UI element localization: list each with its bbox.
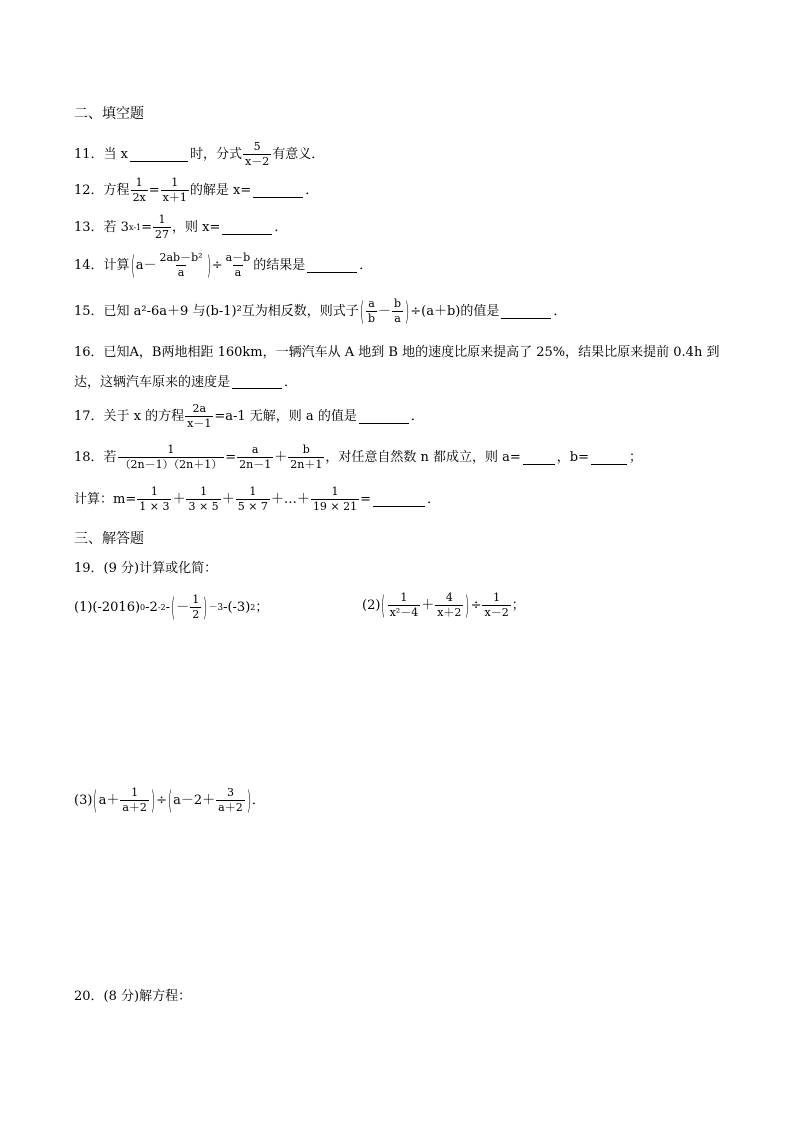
calc-series: 计算：m= $\frac{1}{1 \times 3}$ ＋ 1 3 × 5 ＋ 1 5 × 7 ＋…＋ $\frac{1}{19 \times 21}$ = ． bbox=[74, 485, 441, 513]
question-14: 14． 计算 ( a－ 2ab－b² a ) ÷ $\frac{a-b}{a}$ 的结果是 ． bbox=[74, 250, 373, 281]
fraction: 1 x²－4 bbox=[389, 591, 419, 619]
fraction: $\frac{1}{(2n-1)(2n+1)}$ bbox=[119, 443, 223, 471]
answer-blank bbox=[373, 493, 425, 507]
fraction: $\frac{a-b}{a}$ bbox=[225, 251, 251, 279]
fraction: 4 x＋2 bbox=[437, 591, 462, 619]
section-answer-heading: 三、解答题 bbox=[74, 531, 144, 547]
fraction: $\frac{2a}{x-1}$ bbox=[187, 402, 212, 430]
question-13: 13． 若 3 x-1 = $\frac{1}{27}$ ，则 x= ． bbox=[74, 213, 288, 241]
fraction: a b bbox=[367, 297, 376, 325]
answer-blank bbox=[232, 375, 282, 389]
question-20-title: 20． (8 分)解方程： bbox=[74, 989, 192, 1004]
answer-blank bbox=[501, 305, 551, 319]
fraction: $\frac{1}{x+1}$ bbox=[162, 176, 187, 204]
answer-blank bbox=[591, 451, 627, 465]
question-19-part-1: (1)(-2016) 0 -2 -2 - ( － 1 2 ) －3 -(-3) 2 ； bbox=[74, 592, 269, 623]
question-17: 17． 关于 x 的方程 $\frac{2a}{x-1}$ =a-1 无解，则 a 的值是 ． bbox=[74, 402, 424, 430]
fraction: $\frac{1}{27}$ bbox=[155, 213, 170, 241]
answer-blank bbox=[222, 221, 272, 235]
fraction: $\frac{1}{19 \times 21}$ bbox=[312, 485, 358, 513]
question-19-title: 19． (9 分)计算或化简： bbox=[74, 561, 218, 576]
fraction: 5 x－2 bbox=[245, 140, 270, 168]
question-16-line2: 达，这辆汽车原来的速度是 ． bbox=[74, 374, 298, 390]
answer-blank bbox=[359, 410, 409, 424]
fraction: b a bbox=[394, 297, 402, 325]
answer-blank bbox=[307, 259, 357, 273]
fraction: $\frac{a}{2n-1}$ bbox=[239, 443, 272, 471]
fraction: $\frac{1}{1 \times 3}$ bbox=[139, 485, 170, 513]
fraction: 1 3 × 5 bbox=[188, 485, 219, 513]
fraction: 1 2 bbox=[192, 593, 200, 621]
fraction: 3 a＋2 bbox=[218, 786, 243, 814]
fraction: 1 5 × 7 bbox=[237, 485, 268, 513]
answer-blank bbox=[523, 451, 555, 465]
fraction: $\frac{1}{2x}$ bbox=[132, 176, 146, 204]
question-11: 11． 当 x 时，分式 5 x－2 有意义． bbox=[74, 140, 325, 168]
question-19-part-2: (2) ( 1 x²－4 ＋ 4 x＋2 ) ÷ $\frac{1}{x-2}$ ； bbox=[362, 590, 525, 621]
answer-blank bbox=[253, 184, 303, 198]
fraction: $\frac{1}{x-2}$ bbox=[484, 591, 509, 619]
question-15: 15． 已知 a²-6a＋9 与(b-1)²互为相反数，则式子 ( a b － b a ) ÷(a＋b)的值是 ． bbox=[74, 296, 567, 327]
question-19-part-3: (3) ( a＋ 1 a＋2 ) ÷ ( a－2＋ 3 a＋2 ) ． bbox=[74, 785, 265, 816]
section-fill-heading: 二、填空题 bbox=[74, 106, 144, 122]
question-12: 12． 方程 $\frac{1}{2x}$ = $\frac{1}{x+1}$ 的解是 x= ． bbox=[74, 176, 319, 204]
question-18: 18． 若 $\frac{1}{(2n-1)(2n+1)}$ = $\frac{a}{2n-1}$ ＋ b 2n＋1 ，对任意自然数 n 都成立，则 a= ，b= ； bbox=[74, 443, 642, 471]
fraction: b 2n＋1 bbox=[290, 443, 323, 471]
fraction: 1 a＋2 bbox=[122, 786, 147, 814]
answer-blank bbox=[130, 148, 188, 162]
fraction: 2ab－b² a bbox=[159, 251, 203, 279]
question-16-line1: 16． 已知A，B两地相距 160km，一辆汽车从 A 地到 B 地的速度比原来提高了 25%，结果比原来提前 0.4h 到 bbox=[74, 345, 720, 360]
